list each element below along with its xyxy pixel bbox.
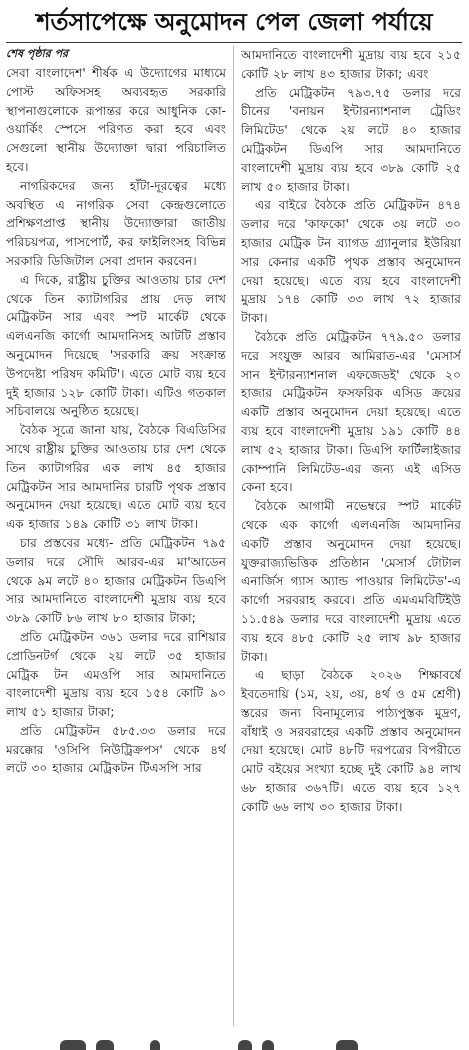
paragraph: আমদানিতে বাংলাদেশী মুদ্রায় ব্যয় হবে ২১৫ কোটি ২৮ লাখ ৪৩ হাজার টাকা; এবং [241, 48, 461, 81]
paragraph: বৈঠক সূত্রে জানা যায়, বৈঠকে বিএডিসির সাথে রাষ্ট্রীয় চুক্তির আওতায় চার দেশ থেকে তিন ক্যাটাগরির এক লাখ ৪৫ হাজার মেট্রিকটন সার আমদানির চারটি পৃথক প্রস্তাব অনুমোদন দেয়া হয়েছে। এতে মোট ব্যয় হবে এক হাজার ১৪৯ কোটি ৩১ লাখ টাকা। [6, 423, 226, 532]
cropped-glyph [96, 1040, 114, 1050]
headline-divider [6, 42, 462, 43]
paragraph: চার প্রস্তবের মধ্যে- প্রতি মেট্রিকটন ৭৯৫ ডলার দরে সৌদি আরব-এর মা'আডেন থেকে ৯ম লটে ৪০ হাজার মেট্রিকটন ডিএপি সার আমদানিতে বাংলাদেশী মুদ্রায় ব্যয় হবে ৩৮৯ কোটি ৮৬ লাখ ৮০ হাজার টাকা; [6, 535, 226, 626]
left-column [6, 46, 226, 1030]
continuation-label: শেষ পৃষ্ঠার পর [6, 47, 69, 60]
paragraph: বৈঠকে আগামী নভেম্বরে স্পট মার্কেট থেকে এক কার্গো এলএনজি আমদানির একটি প্রস্তাব অনুমোদন দেয়া হয়েছে। যুক্তরাজ্যভিত্তিক প্রতিষ্ঠান 'মেসার্স টোটাল এনার্জিস গ্যাস অ্যান্ড পাওয়ার লিমিটেড'-এ কার্গো সরবরাহ করবে। প্রতি এমএমবিটিইউ ১১.৫৪৯ ডলার দরে বাংলাদেশী মুদ্রায় এতে ব্যয় হবে ৪৮৫ কোটি ২৫ লাখ ৯৮ হাজার টাকা। [241, 499, 461, 664]
paragraph: বৈঠকে প্রতি মেট্রিকটন ৭৭৯.৫০ ডলার দরে সংযুক্ত আরব আমিরাত-এর 'মেসার্স সান ইন্টারন্যাশনাল এফজেডই' থেকে ২০ হাজার মেট্রিকটন ফসফরিক এসিড ক্রয়ের একটি প্রস্তাব অনুমোদন দেয়া হয়েছে। এতে ব্যয় হবে বাংলাদেশী মুদ্রায় ১৯১ কোটি ৪৪ লাখ ৫২ হাজার টাকা। ডিএপি ফার্টিলাইজার কোম্পানি লিমিটেড-এর জন্য এই এসিড কেনা হবে। [241, 329, 461, 495]
cropped-glyph [262, 1040, 274, 1050]
paragraph: প্রতি মেট্রিকটন ৩৬১ ডলার দরে রাশিয়ার প্রোডিনটর্গ থেকে ২য় লটে ৩৫ হাজার মেট্রিক টন এমওপি সার আমদানিতে বাংলাদেশী মুদ্রায় ব্যয় হবে ১৫৪ কোটি ৯০ লাখ ৫১ হাজার টাকা; [6, 629, 226, 720]
paragraph: এ দিকে, রাষ্ট্রীয় চুক্তির আওতায় চার দেশ থেকে তিন ক্যাটাগরির প্রায় দেড় লাখ মেট্রিকটন সার এবং স্পট মার্কেট থেকে এলএনজি কার্গো আমদানিসহ আটটি প্রস্তাব অনুমোদন দিয়েছে 'সরকারি ক্রয় সংক্রান্ত উপদেষ্টা পরিষদ কমিটি'। এতে মোট ব্যয় হবে দুই হাজার ১২৮ কোটি টাকা। এটিও গতকাল সচিবালয়ে অনুষ্ঠিত হয়েছে। [6, 272, 226, 419]
column-divider [233, 46, 234, 1026]
paragraph: প্রতি মেট্রিকটন ৫৮৫.৩৩ ডলার দরে মরক্কোর 'ওসিপি নিউট্রিক্রপস' থেকে ৪র্থ লটে ৩০ হাজার মেট্রিকটন টিএসপি সার [6, 723, 226, 776]
paragraph: সেবা বাংলাদেশ' শীর্ষক এ উদ্যোগের মাধ্যমে পোস্ট অফিসসহ অব্যবহৃত সরকারি স্থাপনাগুলোকে রূপান্তর করে আধুনিক কো-ওয়ার্কিং স্পেসে পরিণত করা হবে এবং সেগুলো স্থানীয় উদ্যোক্তা দ্বারা পরিচালিত হবে। [6, 66, 226, 174]
cropped-glyph [60, 1040, 86, 1050]
paragraph: নাগরিকদের জন্য হাঁটা-দূরত্বের মধ্যে অবস্থিত এ নাগরিক সেবা কেন্দ্রগুলোতে প্রশিক্ষণপ্রাপ্ত স্থানীয় উদ্যোক্তারা জাতীয় পরিচয়পত্র, পাসপোর্ট, কর ফাইলিংসহ বিভিন্ন সরকারি ডিজিটাল সেবা প্রদান করবেন। [6, 178, 226, 268]
paragraph: প্রতি মেট্রিকটন ৭৯৩.৭৫ ডলার দরে চীনের 'বনায়ন ইন্টারন্যাশনাল ট্রেডিং লিমিটেড' থেকে ২য় লটে ৪০ হাজার মেট্রিকটন ডিএপি সার আমদানিতে বাংলাদেশী মুদ্রায় ব্যয় হবে ৩৮৯ কোটি ২৫ লাখ ৫০ হাজার টাকা। [241, 85, 461, 194]
paragraph: এ ছাড়া বৈঠকে ২০২৬ শিক্ষাবর্ষে ইবতেদায়ি (১ম, ২য়, ৩য়, ৪র্থ ও ৫ম শ্রেণী) স্তরের জন্য বিনামূল্যের পাঠ্যপুস্তক মুদ্রণ, বাঁধাই ও সরবরাহের একটি প্রস্তাব অনুমোদন দেয়া হয়েছে। মোট ৪৮টি দরপত্রের বিপরীতে মোট বইয়ের সংখ্যা হচ্ছে দুই কোটি ৯৪ লাখ ৬৮ হাজার ৩৬৭টি। এতে ব্যয় হবে ১২৭ কোটি ৬৬ লাখ ৩০ হাজার টাকা। [241, 668, 461, 814]
cropped-glyph [238, 1040, 252, 1050]
right-column [241, 46, 461, 1030]
paragraph: এর বাইরে বৈঠকে প্রতি মেট্রিকটন ৪৭৪ ডলার দরে 'কাফকো' থেকে ৩য় লটে ৩০ হাজার মেট্রিক টন ব্যাগড গ্র্যানুলার ইউরিয়া সার কেনার একটি পৃথক প্রস্তাব অনুমোদন দেয়া হয়েছে। এতে ব্যয় হবে বাংলাদেশী মুদ্রায় ১৭৪ কোটি ৩৩ লাখ ৭২ হাজার টাকা। [241, 198, 461, 326]
cropped-glyph [336, 1040, 358, 1050]
cropped-glyph [150, 1040, 160, 1050]
cropped-next-headline [0, 1036, 469, 1050]
headline: শর্তসাপেক্ষে অনুমোদন পেল জেলা পর্যায়ে [36, 8, 433, 36]
